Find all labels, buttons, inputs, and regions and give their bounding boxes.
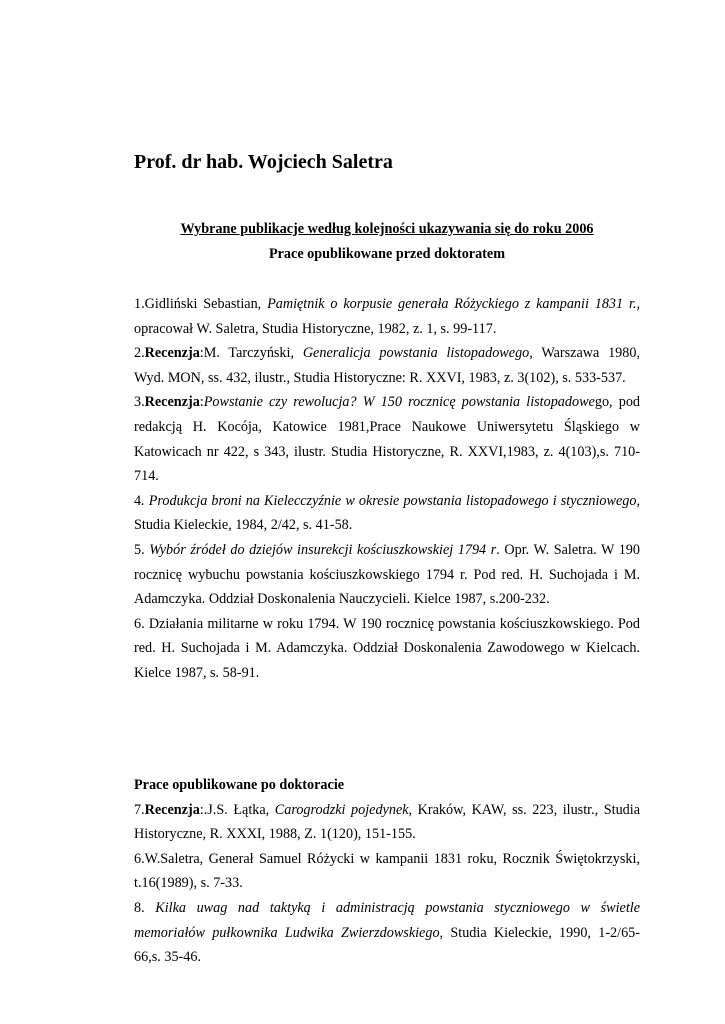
entry-title: Wybór źródeł do dziejów insurekcji kościuszkowskiej 1794 r: [149, 541, 497, 558]
entry-details: opracował W. Saletra, Studia Historyczne, 1982, z. 1, s. 99-117.: [134, 320, 497, 337]
entry-number: 7.: [134, 801, 145, 818]
publication-entry-8: [134, 896, 640, 970]
entry-text: 1.Gidliński Sebastian,: [134, 296, 268, 312]
entry-text: :: [199, 394, 204, 411]
publication-entry-5: [134, 538, 640, 612]
publication-list-after-doctorate: [134, 773, 640, 970]
entry-text: 6.W.Saletra, Generał Samuel Różycki w kampanii 1831 roku, Rocznik Świętokrzyski, t.16(1989), s. 7-33.: [134, 850, 640, 892]
publication-entry-6b: [134, 847, 640, 896]
entry-title: Generalicja powstania listopadowego: [302, 345, 530, 362]
entry-details: , Warszawa 1980, Wyd. MON, ss. 432, ilustr., Studia Historyczne: R. XXVI, 1983, z. 3(102), s. 533-537.: [134, 345, 640, 386]
entry-details: , Kraków, KAW, ss. 223, ilustr., Studia Historyczne, R. XXXI, 1988, Z. 1(120), 151-155.: [134, 801, 640, 843]
entry-number: 8.: [134, 899, 156, 916]
publication-list-before-doctorate: [134, 292, 640, 686]
publication-entry-6: [134, 612, 640, 686]
after-doctorate-heading: Prace opublikowane po doktoracie: [134, 777, 345, 793]
publication-entry-3: [134, 390, 640, 488]
publication-entry-4: [134, 489, 640, 538]
before-doctorate-heading: Prace opublikowane przed doktoratem: [268, 246, 506, 262]
entry-details: , Studia Kieleckie, 1984, 2/42, s. 41-58.: [134, 492, 640, 534]
entry-number: 2.: [134, 345, 145, 362]
publication-entry-7: [134, 798, 640, 847]
page-title: Prof. dr hab. Wojciech Saletra: [134, 151, 393, 173]
publication-entry-2: [134, 341, 640, 390]
publication-entry-1: [134, 292, 640, 341]
entry-title: Pamiętnik o korpusie generała Różyckiego z kampanii 1831 r.,: [267, 296, 640, 312]
entry-number: 4: [134, 492, 142, 509]
entry-details: . Opr. W. Saletra. W 190 rocznicę wybuchu powstania kościuszkowskiego 1794 r. Pod red. H. Suchojada i M. Adamczyka. Oddział Doskonalenia Nauczycieli. Kielce 1987, s.200-232.: [134, 541, 640, 608]
publications-subtitle: Wybrane publikacje według kolejności ukazywania się do roku 2006: [180, 221, 594, 237]
entry-title: Kilka uwag nad taktyką i administracją powstania styczniowego w świetle memoriałów pułkownika Ludwika Zwierzdowskiego: [134, 899, 640, 941]
review-label: Recenzja: [144, 345, 200, 362]
review-label: Recenzja: [144, 801, 200, 818]
entry-title: . Produkcja broni na Kielecczyźnie w okresie powstania listopadowego i styczniowego: [141, 492, 637, 509]
entry-number: 3.: [134, 394, 145, 411]
entry-number: 5.: [134, 541, 150, 558]
entry-title: Carogrodzki pojedynek: [274, 801, 409, 818]
entry-details: go, pod redakcją H. Kocója, Katowice 1981,Prace Naukowe Uniwersytetu Śląskiego w Katowicach nr 422, s 343, ilustr. Studia Historyczne, R. XXVI,1983, z. 4(103),s. 710-714.: [134, 394, 641, 485]
entry-text: 6. Działania militarne w roku 1794. W 190 rocznicę powstania kościuszkowskiego. Pod red. H. Suchojada i M. Adamczyka. Oddział Doskonalenia Zawodowego w Kielcach. Kielce 1987, s. 58-91.: [134, 615, 640, 681]
entry-details: , Studia Kieleckie, 1990, 1-2/65-66,s. 35-46.: [134, 924, 640, 966]
entry-text: :M. Tarczyński,: [199, 345, 303, 362]
review-label: Recenzja: [144, 394, 200, 411]
entry-text: :.J.S. Łątka,: [199, 801, 275, 818]
entry-title: Powstanie czy rewolucja? W 150 rocznicę powstania listopadowe: [203, 394, 595, 411]
